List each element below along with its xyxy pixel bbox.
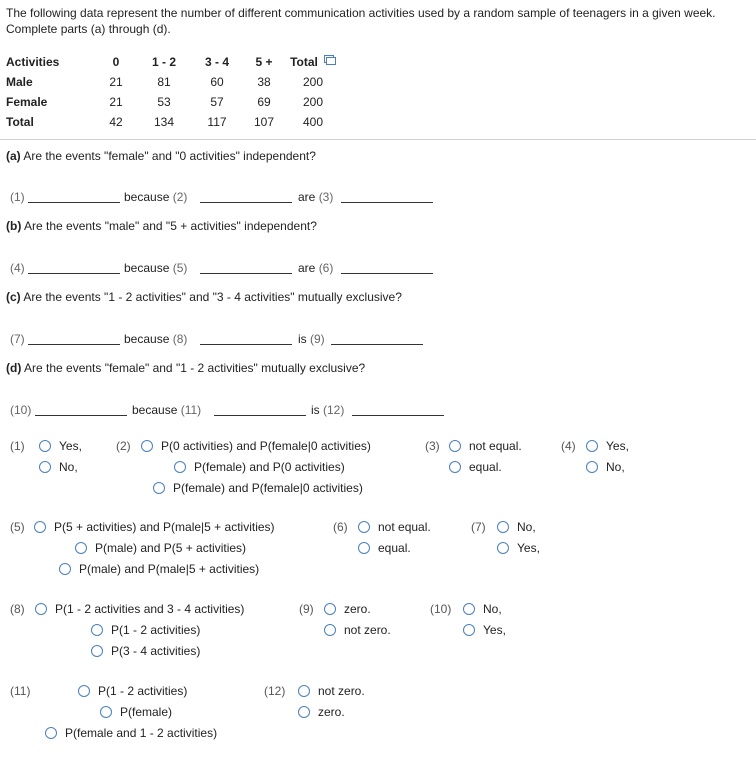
group-8-label: (8) [10, 602, 25, 616]
radio-icon[interactable] [358, 542, 370, 554]
table-cell: 200 [302, 75, 324, 89]
blank-1-label: (1) [10, 190, 25, 204]
radio-icon[interactable] [358, 521, 370, 533]
divider [0, 139, 756, 140]
copy-table-icon[interactable] [324, 55, 336, 69]
group-10-label: (10) [430, 602, 452, 616]
table-cell: 69 [257, 95, 271, 109]
part-d-question: (d) Are the events "female" and "1 - 2 activities" mutually exclusive? [6, 361, 366, 375]
table-row [6, 72, 338, 92]
radio-icon[interactable] [35, 603, 47, 615]
because-text: because (2) [124, 190, 188, 204]
option-5-b[interactable]: P(male) and P(5 + activities) [75, 541, 246, 555]
radio-icon[interactable] [324, 603, 336, 615]
table-cell: Total [6, 115, 34, 129]
radio-icon[interactable] [153, 482, 165, 494]
option-6-equal[interactable]: equal. [358, 541, 411, 555]
radio-icon[interactable] [298, 685, 310, 697]
option-4-no[interactable]: No, [586, 460, 625, 474]
blank-10[interactable] [35, 403, 127, 416]
radio-icon[interactable] [324, 624, 336, 636]
option-8-a[interactable]: P(1 - 2 activities and 3 - 4 activities) [35, 602, 244, 616]
option-1-yes[interactable]: Yes, [39, 439, 82, 453]
table-cell: 53 [157, 95, 171, 109]
option-12-zero[interactable]: zero. [298, 705, 345, 719]
group-1-label: (1) [10, 439, 25, 453]
option-11-c[interactable]: P(female and 1 - 2 activities) [45, 726, 217, 740]
blank-7[interactable] [28, 332, 120, 345]
option-2-b[interactable]: P(female) and P(0 activities) [174, 460, 345, 474]
option-3-not-equal[interactable]: not equal. [449, 439, 522, 453]
group-11-label: (11) [10, 684, 31, 698]
table-cell: 60 [210, 75, 224, 89]
option-2-c[interactable]: P(female) and P(female|0 activities) [153, 481, 363, 495]
table-header: 1 - 2 [151, 55, 176, 69]
blank-4-label: (4) [10, 261, 25, 275]
blank-8[interactable] [200, 332, 292, 345]
table-header: Activities [6, 55, 60, 69]
blank-12[interactable] [352, 403, 444, 416]
group-4-label: (4) [561, 439, 576, 453]
blank-7-label: (7) [10, 332, 25, 346]
blank-2[interactable] [200, 190, 292, 203]
option-7-no[interactable]: No, [497, 520, 536, 534]
option-1-no[interactable]: No, [39, 460, 78, 474]
table-cell: Female [6, 95, 48, 109]
table-cell: 81 [157, 75, 171, 89]
radio-icon[interactable] [78, 685, 90, 697]
table-header: 3 - 4 [204, 55, 229, 69]
problem-intro: The following data represent the number of different communication activities used by a random sample of teenagers in a given week. Complete parts (a) through (d). [6, 6, 716, 36]
radio-icon[interactable] [463, 603, 475, 615]
is-text: is (9) [298, 332, 325, 346]
option-12-not-zero[interactable]: not zero. [298, 684, 365, 698]
option-10-no[interactable]: No, [463, 602, 502, 616]
radio-icon[interactable] [59, 563, 71, 575]
option-2-a[interactable]: P(0 activities) and P(female|0 activities) [141, 439, 371, 453]
option-8-c[interactable]: P(3 - 4 activities) [91, 644, 200, 658]
radio-icon[interactable] [586, 461, 598, 473]
table-header-row [6, 52, 338, 72]
because-text: because (11) [132, 403, 202, 417]
radio-icon[interactable] [174, 461, 186, 473]
option-3-equal[interactable]: equal. [449, 460, 502, 474]
table-cell: 42 [109, 115, 123, 129]
table-cell: 117 [207, 115, 227, 129]
option-11-b[interactable]: P(female) [100, 705, 172, 719]
table-cell: 400 [302, 115, 324, 129]
option-11-a[interactable]: P(1 - 2 activities) [78, 684, 187, 698]
are-text: are (6) [298, 261, 334, 275]
table-row [6, 92, 338, 112]
radio-icon[interactable] [91, 645, 103, 657]
group-5-label: (5) [10, 520, 25, 534]
radio-icon[interactable] [497, 521, 509, 533]
table-row [6, 112, 338, 132]
option-4-yes[interactable]: Yes, [586, 439, 629, 453]
table-cell: 200 [302, 95, 324, 109]
option-5-c[interactable]: P(male) and P(male|5 + activities) [59, 562, 259, 576]
blank-9[interactable] [331, 332, 423, 345]
group-7-label: (7) [471, 520, 486, 534]
radio-icon[interactable] [75, 542, 87, 554]
radio-icon[interactable] [100, 706, 112, 718]
radio-icon[interactable] [141, 440, 153, 452]
part-c-question: (c) Are the events "1 - 2 activities" and "3 - 4 activities" mutually exclusive? [6, 290, 402, 304]
blank-10-label: (10) [10, 403, 32, 417]
radio-icon[interactable] [586, 440, 598, 452]
group-2-label: (2) [116, 439, 131, 453]
group-3-label: (3) [425, 439, 440, 453]
option-10-yes[interactable]: Yes, [463, 623, 506, 637]
table-cell: 21 [109, 95, 123, 109]
blank-4[interactable] [28, 261, 120, 274]
radio-icon[interactable] [39, 461, 51, 473]
because-text: because (8) [124, 332, 188, 346]
option-6-not-equal[interactable]: not equal. [358, 520, 431, 534]
is-text: is (12) [311, 403, 345, 417]
blank-5[interactable] [200, 261, 292, 274]
radio-icon[interactable] [45, 727, 57, 739]
option-7-yes[interactable]: Yes, [497, 541, 540, 555]
radio-icon[interactable] [298, 706, 310, 718]
table-cell: 107 [253, 115, 275, 129]
are-text: are (3) [298, 190, 334, 204]
option-9-not-zero[interactable]: not zero. [324, 623, 391, 637]
option-9-zero[interactable]: zero. [324, 602, 371, 616]
because-text: because (5) [124, 261, 188, 275]
blank-6[interactable] [341, 261, 433, 274]
group-9-label: (9) [299, 602, 314, 616]
table-cell: Male [6, 75, 33, 89]
radio-icon[interactable] [497, 542, 509, 554]
radio-icon[interactable] [449, 440, 461, 452]
table-cell: 38 [257, 75, 271, 89]
table-cell: 134 [153, 115, 175, 129]
radio-icon[interactable] [449, 461, 461, 473]
radio-icon[interactable] [91, 624, 103, 636]
table-header: 0 [112, 55, 120, 69]
group-6-label: (6) [333, 520, 348, 534]
part-a-question: (a) Are the events "female" and "0 activities" independent? [6, 149, 316, 163]
table-header: Total [288, 52, 338, 72]
table-header: 5 + [255, 55, 273, 69]
blank-3[interactable] [341, 190, 433, 203]
table-cell: 57 [210, 95, 224, 109]
radio-icon[interactable] [34, 521, 46, 533]
part-b-question: (b) Are the events "male" and "5 + activities" independent? [6, 219, 317, 233]
data-table [6, 52, 338, 132]
option-5-a[interactable]: P(5 + activities) and P(male|5 + activities) [34, 520, 275, 534]
option-8-b[interactable]: P(1 - 2 activities) [91, 623, 200, 637]
radio-icon[interactable] [39, 440, 51, 452]
radio-icon[interactable] [463, 624, 475, 636]
blank-1[interactable] [28, 190, 120, 203]
blank-11[interactable] [214, 403, 306, 416]
table-cell: 21 [109, 75, 123, 89]
group-12-label: (12) [264, 684, 286, 698]
